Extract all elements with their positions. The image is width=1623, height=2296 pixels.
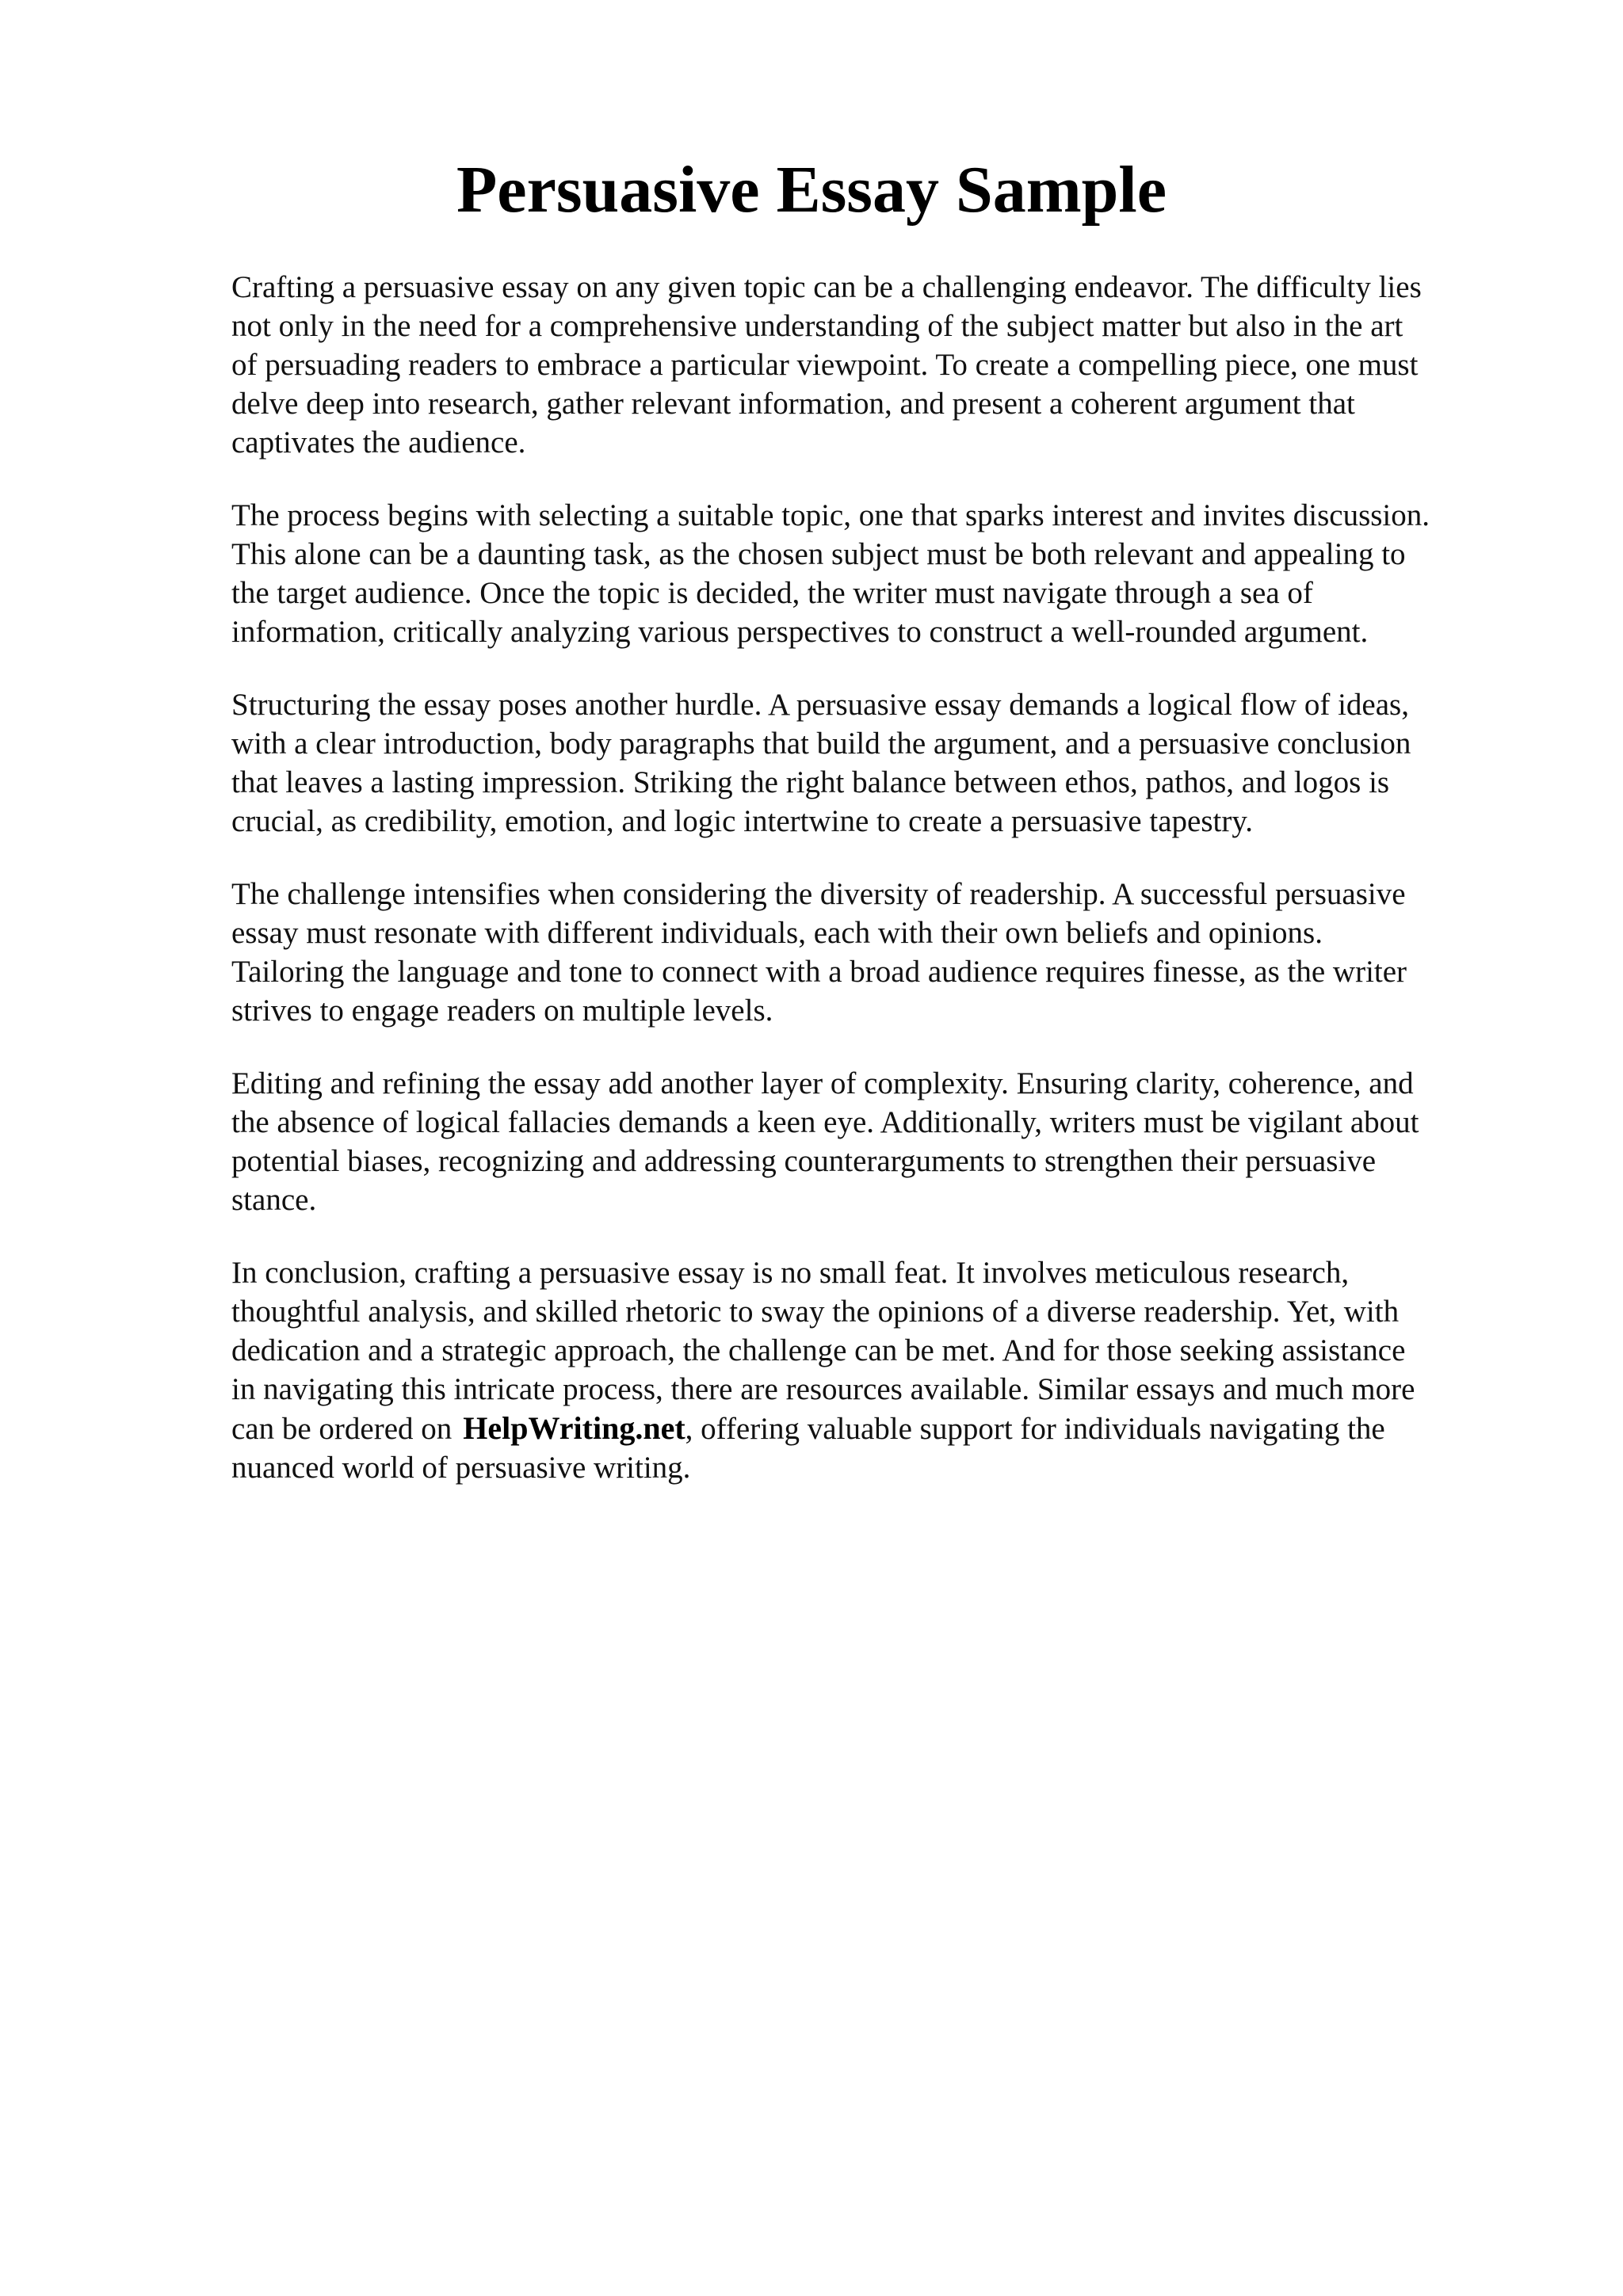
paragraph-3 [231,685,1515,841]
link-line-prefix: can be ordered on [231,1412,453,1446]
conclusion-paragraph [231,1253,1515,1487]
paragraph-line: the target audience. Once the topic is decided, the writer must navigate through a sea of [231,576,1313,610]
paragraph-line: The challenge intensifies when considering the diversity of readership. A successful persuasive [231,877,1406,911]
link-line [231,1409,1515,1448]
paragraph-line: of persuading readers to embrace a particular viewpoint. To create a compelling piece, one must [231,348,1419,382]
paragraph-line: strives to engage readers on multiple levels. [231,994,773,1028]
paragraph-line: in navigating this intricate process, there are resources available. Similar essays and much more [231,1372,1415,1406]
paragraph-line: stance. [231,1183,317,1217]
paragraph-line: information, critically analyzing various perspectives to construct a well-rounded argument. [231,615,1369,649]
link-line-suffix: , offering valuable support for individuals navigating the [685,1412,1385,1446]
paragraph-line: captivates the audience. [231,425,526,460]
essay-body [231,268,1515,1521]
paragraph-line: dedication and a strategic approach, the challenge can be met. And for those seeking assistance [231,1333,1406,1367]
paragraph-line: The process begins with selecting a suitable topic, one that sparks interest and invites discussion. [231,498,1430,532]
page-title: Persuasive Essay Sample [456,153,1167,227]
paragraph-4 [231,875,1515,1030]
paragraph-line: This alone can be a daunting task, as the chosen subject must be both relevant and appealing to [231,537,1406,571]
paragraph-line: Crafting a persuasive essay on any given topic can be a challenging endeavor. The difficulty lies [231,270,1422,304]
paragraph-line: with a clear introduction, body paragraphs that build the argument, and a persuasive conclusion [231,727,1411,761]
paragraph-1 [231,268,1515,462]
paragraph-line: Editing and refining the essay add another layer of complexity. Ensuring clarity, coherence, and [231,1066,1414,1100]
paragraph-line: that leaves a lasting impression. Striking the right balance between ethos, pathos, and logos is [231,765,1390,799]
paragraph-2 [231,496,1515,651]
paragraph-line: Tailoring the language and tone to connect with a broad audience requires finesse, as the writer [231,955,1407,989]
paragraph-line: potential biases, recognizing and addressing counterarguments to strengthen their persuasive [231,1144,1377,1178]
paragraph-line: nuanced world of persuasive writing. [231,1451,691,1485]
paragraph-line: not only in the need for a comprehensive understanding of the subject matter but also in the art [231,309,1403,343]
paragraph-line: Structuring the essay poses another hurdle. A persuasive essay demands a logical flow of ideas, [231,688,1409,722]
paragraph-line: the absence of logical fallacies demands a keen eye. Additionally, writers must be vigilant about [231,1105,1419,1139]
helpwriting-link[interactable]: HelpWriting.net [463,1410,685,1446]
paragraph-line: thoughtful analysis, and skilled rhetoric to sway the opinions of a diverse readership. Yet, with [231,1295,1400,1329]
paragraph-line: essay must resonate with different individuals, each with their own beliefs and opinions. [231,916,1323,950]
paragraph-line: crucial, as credibility, emotion, and logic intertwine to create a persuasive tapestry. [231,804,1254,838]
paragraph-5 [231,1064,1515,1219]
paragraph-line: delve deep into research, gather relevant information, and present a coherent argument that [231,387,1355,421]
paragraph-line: In conclusion, crafting a persuasive essay is no small feat. It involves meticulous research, [231,1256,1350,1290]
